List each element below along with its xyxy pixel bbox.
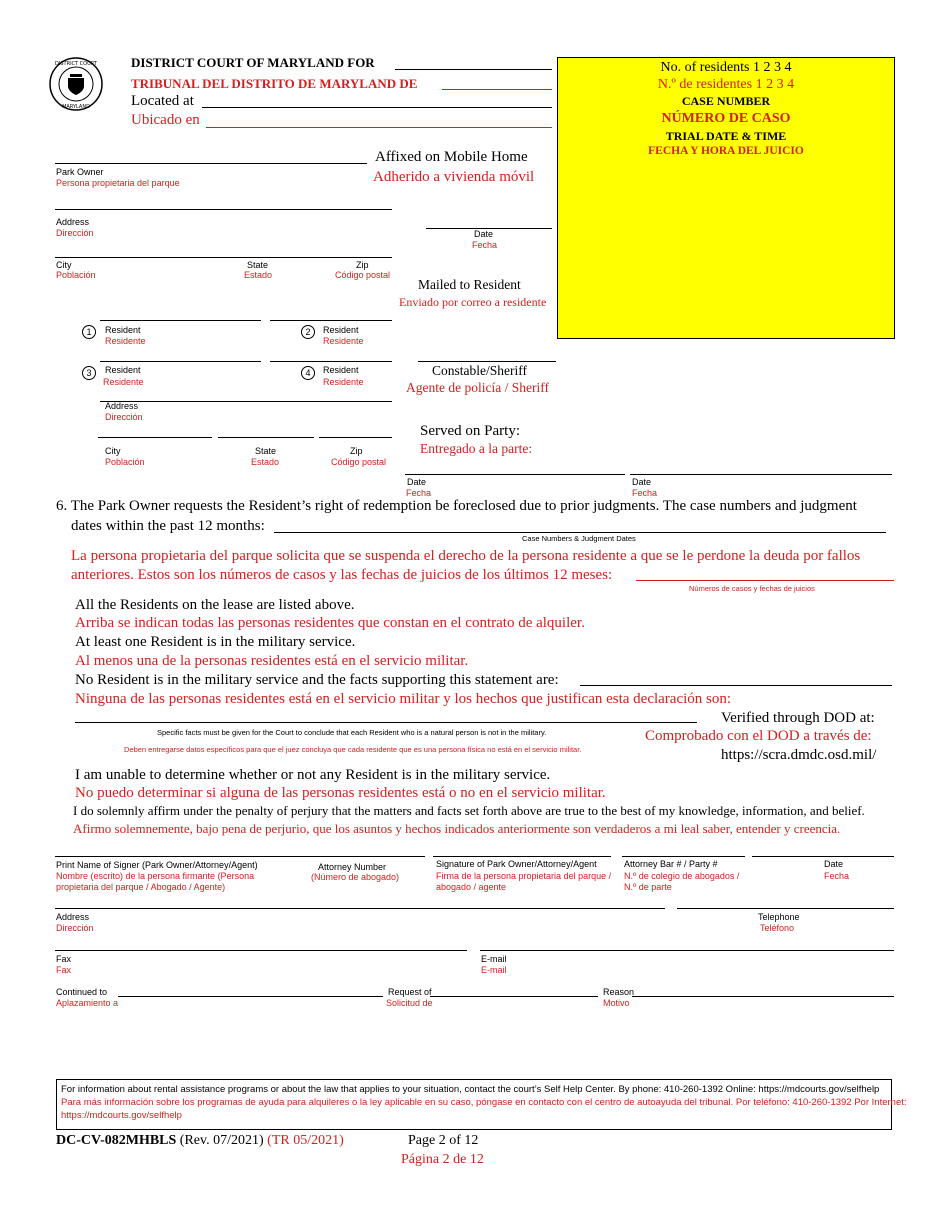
reason-field[interactable] — [632, 996, 894, 997]
park-owner-label-es: Persona propietaria del parque — [56, 178, 180, 188]
park-owner-field[interactable] — [55, 163, 367, 164]
owner-address-label: Address — [56, 217, 90, 227]
mailed-label: Mailed to Resident — [418, 277, 521, 292]
resident-3-field[interactable] — [100, 361, 261, 362]
signer-name-field[interactable] — [55, 856, 425, 857]
section6-text-en-2: dates within the past 12 months: — [71, 518, 265, 534]
resident-state-label-es: Estado — [251, 457, 280, 467]
no-military-text-es: Ninguna de las personas residentes está en el servicio militar y los hechos que justifican esta declaración son: — [75, 691, 732, 707]
signature-label-es-1: Firma de la persona propietaria del parque / — [436, 871, 612, 881]
resident-city-label: City — [105, 446, 121, 456]
svg-text:MARYLAND: MARYLAND — [62, 104, 90, 110]
affixed-date-label: Date — [474, 229, 494, 239]
bar-number-label: Attorney Bar # / Party # — [624, 859, 718, 869]
mailed-date-field[interactable] — [405, 474, 625, 475]
affirm-text: I do solemnly affirm under the penalty of perjury that the matters and facts set forth above are true to the best of my knowledge, information, and belief. — [73, 803, 865, 818]
page-number-es: Página 2 de 12 — [401, 1152, 484, 1167]
signature-label-es-2: abogado / agente — [436, 882, 507, 892]
owner-city-field[interactable] — [55, 257, 392, 258]
residents-count-es: N.º de residentes 1 2 3 4 — [657, 77, 795, 92]
constable-label-es: Agente de policía / Sheriff — [406, 380, 549, 395]
attorney-number-label: Attorney Number — [318, 862, 387, 872]
dod-label-es: Comprobado con el DOD a través de: — [645, 728, 872, 744]
owner-city-label: City — [56, 260, 72, 270]
resident-2-label: Resident — [323, 325, 359, 335]
case-numbers-caption: Case Numbers & Judgment Dates — [522, 534, 636, 543]
unable-text: I am unable to determine whether or not any Resident is in the military service. — [75, 767, 551, 783]
resident-address-label-es: Dirección — [105, 412, 143, 422]
resident-address-label: Address — [105, 401, 139, 411]
located-at-label: Located at — [131, 93, 194, 109]
resident-4-label: Resident — [323, 365, 359, 375]
resident-state-label: State — [255, 446, 277, 456]
case-numbers-field[interactable] — [274, 532, 886, 533]
svg-text:DISTRICT COURT: DISTRICT COURT — [55, 61, 97, 67]
one-military-text: At least one Resident is in the military service. — [75, 634, 356, 650]
fax-field[interactable] — [55, 950, 467, 951]
resident-1-label-es: Residente — [105, 336, 146, 346]
signature-label: Signature of Park Owner/Attorney/Agent — [436, 859, 597, 869]
signer-address-label: Address — [56, 912, 90, 922]
resident-1-field[interactable] — [100, 320, 261, 321]
resident-3-label: Resident — [105, 365, 141, 375]
case-numbers-caption-es: Números de casos y fechas de juicios — [689, 584, 815, 593]
continued-label-es: Aplazamiento a — [56, 998, 119, 1008]
located-at-field-es — [206, 127, 552, 128]
resident-address-field[interactable] — [100, 401, 392, 402]
owner-zip-label: Zip — [356, 260, 369, 270]
attorney-number-label-es: (Número de abogado) — [311, 872, 400, 882]
resident-1-label: Resident — [105, 325, 141, 335]
form-translation-revision: (TR 05/2021) — [267, 1133, 344, 1148]
resident-city-field[interactable] — [98, 437, 212, 438]
resident-3-label-es: Residente — [103, 377, 144, 387]
resident-zip-label-es: Código postal — [331, 457, 387, 467]
continued-label: Continued to — [56, 987, 108, 997]
case-number-label-es: NÚMERO DE CASO — [661, 111, 791, 126]
facts-note: Specific facts must be given for the Court to conclude that each Resident who is a natural person is not in the military. — [157, 728, 547, 737]
located-at-field[interactable] — [202, 107, 552, 108]
trial-date-label: TRIAL DATE & TIME — [665, 129, 787, 143]
court-county-field[interactable] — [395, 69, 552, 70]
signer-address-label-es: Dirección — [56, 923, 94, 933]
mailed-label-es: Enviado por correo a residente — [399, 295, 547, 309]
signer-telephone-field[interactable] — [677, 908, 894, 909]
mailed-date-label-es: Fecha — [406, 488, 432, 498]
affirm-text-es: Afirmo solemnemente, bajo pena de perjurio, que los asuntos y hechos indicados anteriormente son verdaderos a mi leal saber, entender y creencia. — [73, 821, 841, 836]
email-label-es: E-mail — [481, 965, 507, 975]
all-listed-text-es: Arriba se indican todas las personas residentes que constan en el contrato de alquiler. — [75, 615, 585, 631]
signer-address-field[interactable] — [55, 908, 665, 909]
bar-number-label-es-2: N.º de parte — [624, 882, 672, 892]
case-info-box — [557, 57, 895, 339]
self-help-text-es-1: Para más información sobre los programas de ayuda para alquileres o la ley aplicable en su caso, póngase en contacto con el centro de autoayuda del tribunal. Por teléfono: 410-260-1392 Por Internet: — [61, 1097, 907, 1108]
dod-label: Verified through DOD at: — [721, 710, 875, 726]
no-military-text: No Resident is in the military service and the facts supporting this statement are: — [75, 672, 559, 688]
case-number-label: CASE NUMBER — [681, 94, 771, 108]
served-date-field[interactable] — [630, 474, 892, 475]
form-id-line — [56, 1133, 344, 1149]
owner-address-field[interactable] — [55, 209, 392, 210]
resident-zip-label: Zip — [350, 446, 363, 456]
section6-text-es-2: anteriores. Estos son los números de casos y las fechas de juicios de los últimos 12 meses: — [71, 567, 613, 583]
continued-field[interactable] — [118, 996, 383, 997]
residents-count-en: No. of residents 1 2 3 4 — [660, 60, 792, 75]
unable-text-es: No puedo determinar si alguna de las personas residentes está o no en el servicio militar. — [75, 785, 606, 801]
mailed-date-label: Date — [407, 477, 427, 487]
court-title-es: TRIBUNAL DEL DISTRITO DE MARYLAND DE — [131, 76, 418, 91]
trial-date-label-es: FECHA Y HORA DEL JUICIO — [648, 145, 804, 157]
telephone-label: Telephone — [758, 912, 800, 922]
no-military-field[interactable] — [580, 685, 892, 686]
signer-date-label: Date — [824, 859, 844, 869]
served-label: Served on Party: — [420, 423, 520, 439]
print-name-label-es-2: propietaria del parque / Abogado / Agente) — [56, 882, 226, 892]
facts-field[interactable] — [75, 722, 697, 723]
print-name-label-es-1: Nombre (escrito) de la persona firmante (Persona — [56, 871, 255, 881]
fax-label: Fax — [56, 954, 72, 964]
form-id: DC-CV-082MHBLS — [56, 1133, 177, 1148]
reason-label: Reason — [603, 987, 635, 997]
resident-2-label-es: Residente — [323, 336, 364, 346]
form-revision: (Rev. 07/2021) — [179, 1133, 264, 1148]
fax-label-es: Fax — [56, 965, 72, 975]
court-seal — [48, 56, 104, 112]
located-at-label-es: Ubicado en — [131, 112, 200, 128]
email-field[interactable] — [480, 950, 894, 951]
resident-3-number: 3 — [82, 366, 96, 380]
affixed-date-label-es: Fecha — [472, 240, 498, 250]
owner-zip-label-es: Código postal — [335, 270, 391, 280]
constable-field[interactable] — [418, 361, 556, 362]
self-help-info-box — [56, 1079, 907, 1130]
signer-date-field[interactable] — [752, 856, 894, 857]
served-date-label-es: Fecha — [632, 488, 658, 498]
signature-field[interactable] — [433, 856, 611, 857]
section6-text-en-1: 6. The Park Owner requests the Resident’s right of redemption be foreclosed due to prior judgments. The case numbers and judgment — [56, 498, 857, 514]
self-help-text-es-2: https://mdcourts.gov/selfhelp — [61, 1110, 182, 1121]
telephone-label-es: Teléfono — [760, 923, 795, 933]
email-label: E-mail — [481, 954, 507, 964]
dod-url[interactable]: https://scra.dmdc.osd.mil/ — [721, 747, 877, 763]
resident-1-number: 1 — [82, 325, 96, 339]
print-name-label: Print Name of Signer (Park Owner/Attorney/Agent) — [56, 860, 258, 870]
section6-text-es-1: La persona propietaria del parque solicita que se suspenda el derecho de la persona residente a que se le perdone la deuda por fallos — [71, 548, 861, 564]
request-field[interactable] — [430, 996, 598, 997]
facts-note-es: Deben entregarse datos específicos para que el juez concluya que cada residente que es una persona física no está en el servicio militar. — [124, 745, 582, 754]
resident-zip-field[interactable] — [319, 437, 392, 438]
bar-number-field[interactable] — [622, 856, 745, 857]
page-number: Page 2 of 12 — [408, 1133, 479, 1148]
affixed-label: Affixed on Mobile Home — [375, 149, 528, 165]
owner-city-label-es: Población — [56, 270, 96, 280]
constable-label: Constable/Sheriff — [432, 363, 527, 378]
bar-number-label-es-1: N.º de colegio de abogados / — [624, 871, 740, 881]
resident-state-field[interactable] — [218, 437, 314, 438]
owner-address-label-es: Dirección — [56, 228, 94, 238]
owner-state-label: State — [247, 260, 269, 270]
resident-city-label-es: Población — [105, 457, 145, 467]
one-military-text-es: Al menos una de la personas residentes está en el servicio militar. — [75, 653, 469, 669]
affixed-label-es: Adherido a vivienda móvil — [373, 169, 535, 185]
all-listed-text: All the Residents on the lease are listed above. — [75, 597, 355, 613]
request-label: Request of — [388, 987, 432, 997]
case-numbers-field-es — [636, 580, 894, 581]
court-county-field-es — [442, 89, 552, 90]
resident-4-field[interactable] — [270, 361, 392, 362]
reason-label-es: Motivo — [603, 998, 630, 1008]
signer-date-label-es: Fecha — [824, 871, 850, 881]
resident-2-number: 2 — [301, 325, 315, 339]
served-date-label: Date — [632, 477, 652, 487]
owner-state-label-es: Estado — [244, 270, 273, 280]
resident-4-label-es: Residente — [323, 377, 364, 387]
self-help-text-en: For information about rental assistance programs or about the law that applies to your situation, contact the court’s Self Help Center. By phone: 410-260-1392 Online: https://mdcourts.gov/selfhelp — [61, 1084, 880, 1095]
park-owner-label: Park Owner — [56, 167, 104, 177]
court-title-en: DISTRICT COURT OF MARYLAND FOR — [131, 55, 375, 70]
resident-2-field[interactable] — [270, 320, 392, 321]
resident-4-number: 4 — [301, 366, 315, 380]
request-label-es: Solicitud de — [386, 998, 433, 1008]
served-label-es: Entregado a la parte: — [420, 441, 533, 456]
